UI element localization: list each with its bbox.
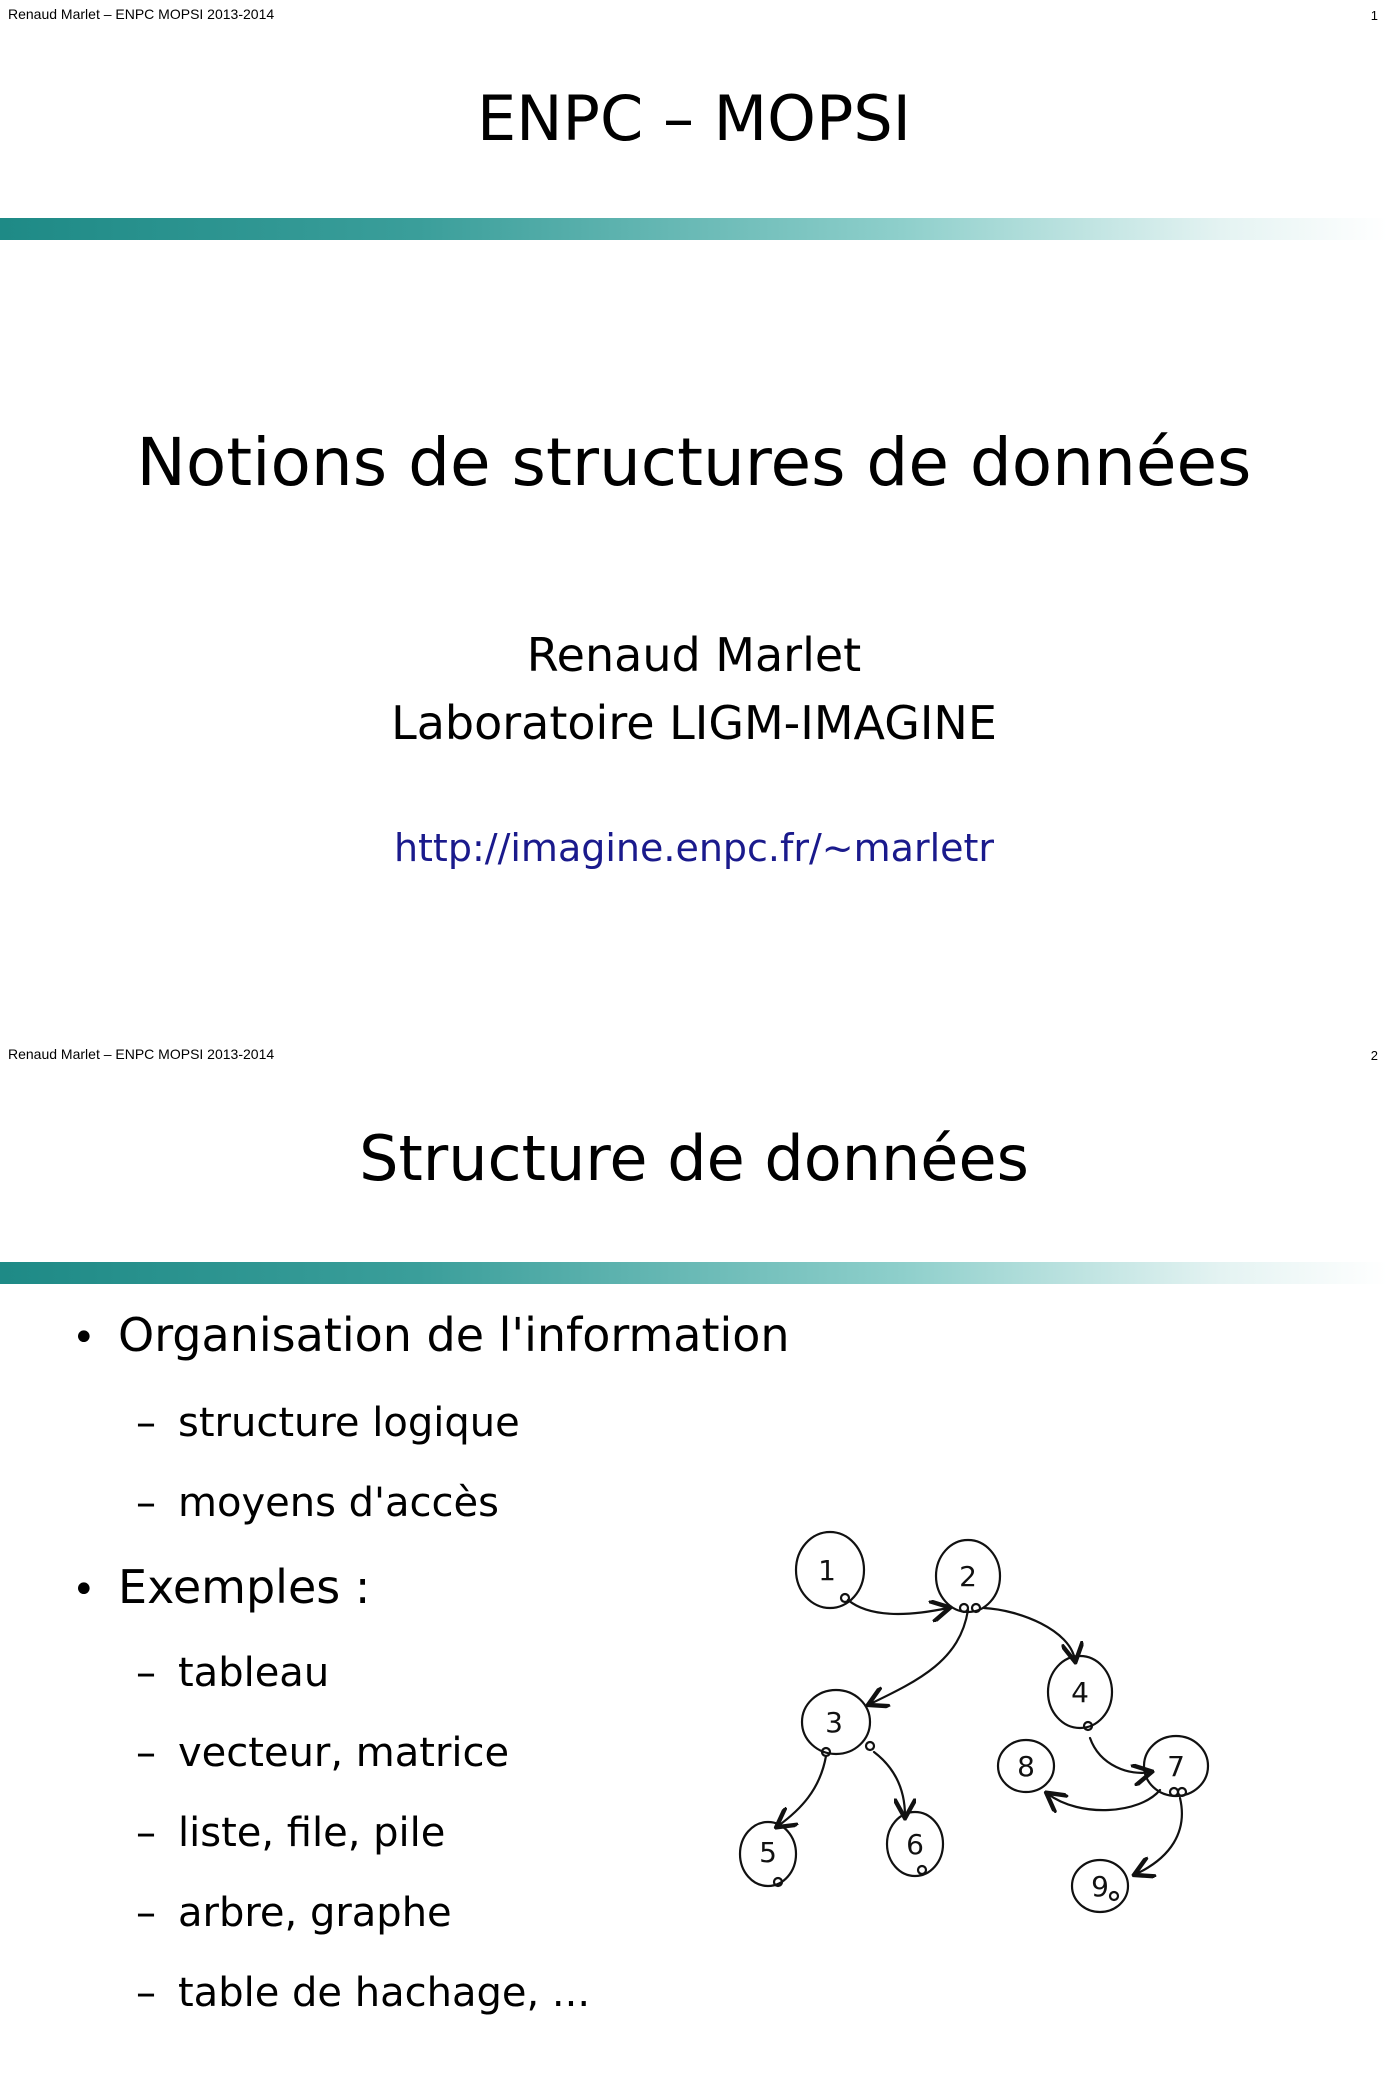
node-label-3: 3	[825, 1706, 843, 1739]
node-label-9: 9	[1091, 1870, 1109, 1903]
sub-bullet-item	[136, 1650, 329, 1696]
bullet-text: Exemples :	[118, 1560, 371, 1614]
sub-bullet-text: vecteur, matrice	[178, 1730, 510, 1776]
edge-3-5	[778, 1756, 826, 1826]
edge-7-8	[1048, 1790, 1160, 1810]
sub-bullet-item	[136, 1480, 499, 1526]
node-label-5: 5	[759, 1836, 777, 1869]
sub-bullet-item	[136, 1400, 520, 1446]
node-label-4: 4	[1071, 1676, 1089, 1709]
presentation-title: Notions de structures de données	[136, 424, 1252, 501]
sub-bullet-marker: –	[136, 1400, 156, 1446]
page-number: 2	[1370, 1048, 1378, 1063]
node-label-8: 8	[1017, 1750, 1035, 1783]
bullet-item	[72, 1560, 370, 1614]
sub-bullet-text: liste, file, pile	[178, 1810, 446, 1856]
author-name: Renaud Marlet	[526, 628, 862, 682]
edge-4-7	[1090, 1738, 1150, 1773]
node-label-1: 1	[818, 1554, 836, 1587]
sub-bullet-marker: –	[136, 1810, 156, 1856]
node-label-6: 6	[906, 1828, 924, 1861]
linked-structure-diagram	[730, 1470, 1220, 1930]
sub-bullet-marker: –	[136, 1970, 156, 2016]
bullet-marker: •	[72, 1315, 96, 1361]
slide-header: Renaud Marlet – ENPC MOPSI 2013-2014	[8, 6, 275, 22]
sub-bullet-marker: –	[136, 1650, 156, 1696]
sub-bullet-marker: –	[136, 1890, 156, 1936]
sub-bullet-item	[136, 1810, 445, 1856]
bullet-text: Organisation de l'information	[118, 1308, 790, 1362]
edge-3-6	[874, 1752, 905, 1816]
sub-bullet-text: moyens d'accès	[178, 1480, 499, 1526]
sub-bullet-marker: –	[136, 1480, 156, 1526]
bullet-item	[72, 1308, 790, 1362]
slide-header: Renaud Marlet – ENPC MOPSI 2013-2014	[8, 1046, 275, 1062]
page-number: 1	[1370, 8, 1378, 23]
sub-bullet-text: structure logique	[178, 1400, 520, 1446]
edge-2-4	[984, 1608, 1075, 1660]
title-divider-bar	[0, 218, 1388, 240]
lab-name: Laboratoire LIGM-IMAGINE	[391, 696, 997, 750]
edge-7-9	[1136, 1798, 1182, 1874]
sub-bullet-item	[136, 1730, 509, 1776]
sub-bullet-marker: –	[136, 1730, 156, 1776]
sub-bullet-item	[136, 1890, 452, 1936]
sub-bullet-item	[136, 1970, 590, 2016]
node-label-2: 2	[959, 1560, 977, 1593]
edge-2-3	[870, 1610, 968, 1704]
bullet-marker: •	[72, 1567, 96, 1613]
sub-bullet-text: tableau	[178, 1650, 330, 1696]
sub-bullet-text: table de hachage, ...	[178, 1970, 591, 2016]
slide-title: Structure de données	[359, 1122, 1029, 1195]
slide-title: ENPC – MOPSI	[477, 82, 911, 155]
slide-2	[0, 1040, 1388, 2080]
sub-bullet-text: arbre, graphe	[178, 1890, 452, 1936]
title-divider-bar	[0, 1262, 1388, 1284]
edge-1-2	[848, 1600, 948, 1614]
author-url-link[interactable]: http://imagine.enpc.fr/~marletr	[393, 826, 995, 870]
node-label-7: 7	[1167, 1750, 1185, 1783]
